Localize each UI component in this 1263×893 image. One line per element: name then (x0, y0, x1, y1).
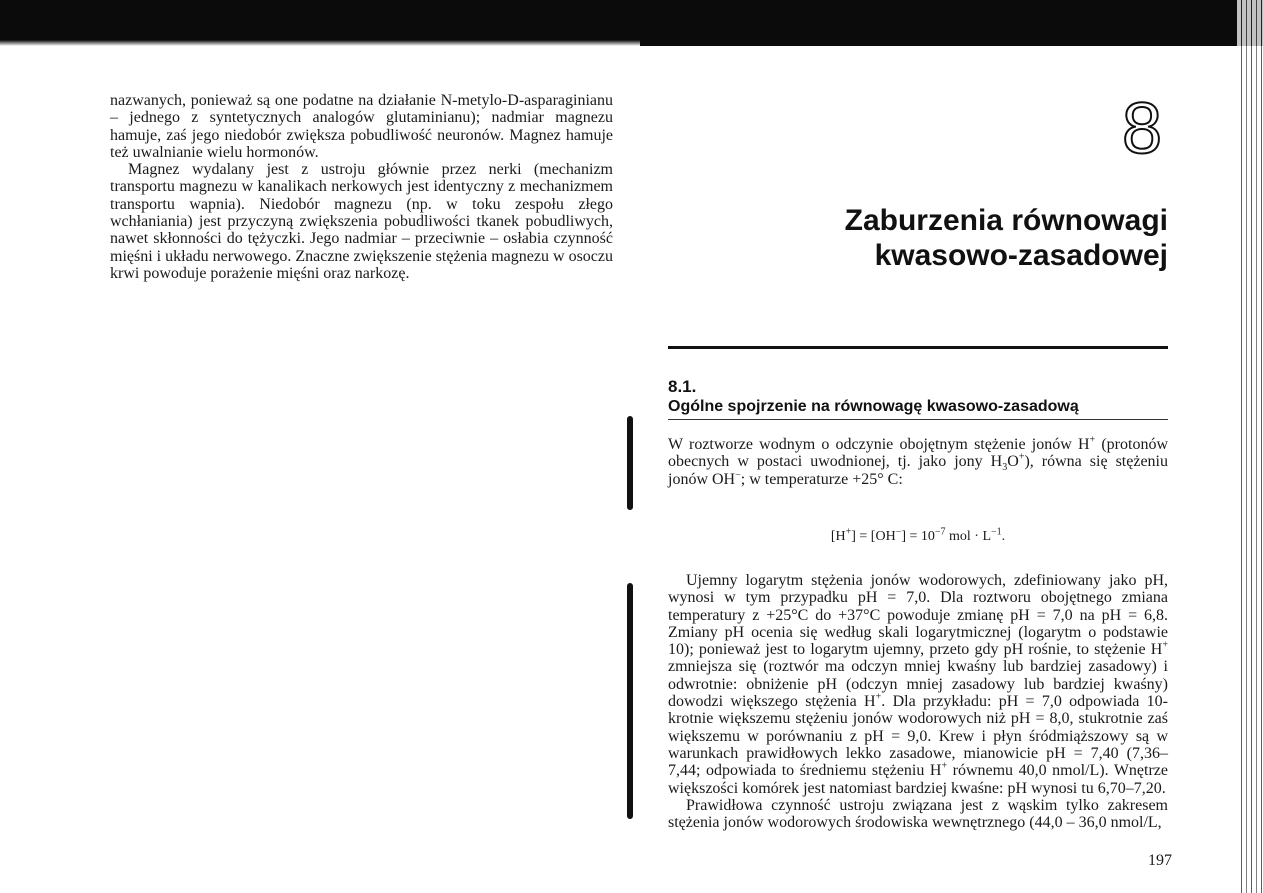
superscript: −1 (991, 526, 1002, 538)
superscript: + (1162, 639, 1168, 651)
right-paragraph-1 (668, 436, 1168, 488)
superscript: − (895, 526, 902, 538)
section-divider (668, 346, 1168, 349)
text-run: (protonów obecnych w postaci uwodnionej, tj. jako jony H (668, 436, 1168, 471)
superscript: + (1018, 451, 1025, 463)
gutter-shadow (627, 416, 633, 510)
chapter-title-line-1: Zaburzenia równowagi (844, 204, 1168, 237)
gutter-shadow (627, 583, 633, 819)
superscript: + (875, 691, 882, 703)
section-title: Ogólne spojrzenie na równowagę kwasowo-zasadową (668, 397, 1168, 420)
scan-dark-edge (0, 0, 1263, 46)
superscript: − (735, 469, 741, 481)
text-run: ] = 10 (901, 529, 935, 544)
superscript: + (1089, 434, 1096, 446)
text-run: ] = [OH (851, 529, 896, 544)
text-run: zmniejsza się (roztwór ma odczyn mniej kwaśny lub bardziej zasadowy) i odwrotnie: obniżenie pH (odczyn mniej zasadowy lub bardziej kwaśny) dowodzi większego stężenia H (668, 658, 1168, 711)
right-paragraph-2 (668, 572, 1168, 831)
text-run: ), równa się stężeniu jonów OH (668, 453, 1168, 488)
text-run: ; w temperaturze +25° C: (740, 470, 903, 488)
subscript: 3 (1002, 462, 1008, 474)
chapter-title-line-2: kwasowo-zasadowej (874, 239, 1168, 272)
paragraph-text (668, 436, 1168, 488)
text-run: [H (830, 529, 846, 544)
paragraph-text (668, 572, 1168, 797)
section-number: 8.1. (668, 377, 697, 396)
text-run: . Dla przykładu: pH = 7,0 odpowiada 10-krotnie większemu stężeniu jonów wodorowych niż pH = 8,0, stukrotnie zaś większemu w porównaniu z pH = 9,0. Krew i płyn śródmiąższowy są w warunkach prawidłowych lekko zasadowe, mianowicie pH = 7,40 (7,36–7,44; odpowiada to średniemu stężeniu H (668, 693, 1168, 780)
text-run: O (1007, 453, 1019, 471)
right-paragraph-3: Prawidłowa czynność ustroju związana jest z wąskim tylko zakresem stężenia jonów wodorowych środowiska wewnętrznego (44,0 – 36,0 nmol/L, (668, 796, 1168, 832)
scan-page-edges (1237, 0, 1263, 893)
page-number: 197 (1148, 852, 1172, 869)
chapter-number: 8 (1121, 89, 1163, 169)
superscript: + (845, 526, 852, 538)
left-paragraph-2: Magnez wydalany jest z ustroju głównie przez nerki (mechanizm transportu magnezu w kanalikach nerkowych jest identyczny z mechanizmem transportu wapnia). Niedobór magnezu (np. w toku zespołu złego wchłaniania) jest przyczyną zwiększenia pobudliwości tkanek pobudliwych, nawet skłonności do tężyczki. Jego nadmiar – przeciwnie – osłabia czynność mięśni i układu nerwowego. Znaczne zwiększenie stężenia magnezu w osoczu krwi powoduje porażenie mięśni oraz narkozę. (110, 161, 613, 282)
text-run: równemu 40,0 nmol/L). Wnętrze większości komórek jest natomiast bardziej kwaśne: pH wynosi tu 6,70–7,20. (668, 762, 1169, 797)
superscript: −7 (934, 526, 946, 538)
equation (668, 526, 1168, 545)
left-paragraph-1: nazwanych, ponieważ są one podatne na działanie N-metylo-D-asparaginianu – jednego z syntetycznych analogów glutaminianu); nadmiar magnezu hamuje, zaś jego niedobór zwiększa pobudliwość neuronów. Magnez hamuje też uwalnianie wielu hormonów. (110, 92, 613, 161)
text-run: . (1001, 529, 1006, 544)
left-page (110, 92, 613, 282)
text-run: Ujemny logarytm stężenia jonów wodorowych, zdefiniowany jako pH, wynosi w tym przypadku pH = 7,0. Dla roztworu obojętnego zmiana temperatury z +25°C do +37°C powoduje zmianę pH = 7,0 na pH = 6,8. Zmiany pH ocenia się według skali logarytmicznej (logarytm o podstawie 10); ponieważ jest to logarytm ujemny, przeto gdy pH rośnie, to stężenie H (668, 572, 1168, 659)
chapter-title (780, 203, 1168, 273)
superscript: + (941, 760, 948, 772)
text-run: W roztworze wodnym o odczynie obojętnym stężenie jonów H (668, 436, 1090, 453)
text-run: mol · L (945, 529, 992, 544)
